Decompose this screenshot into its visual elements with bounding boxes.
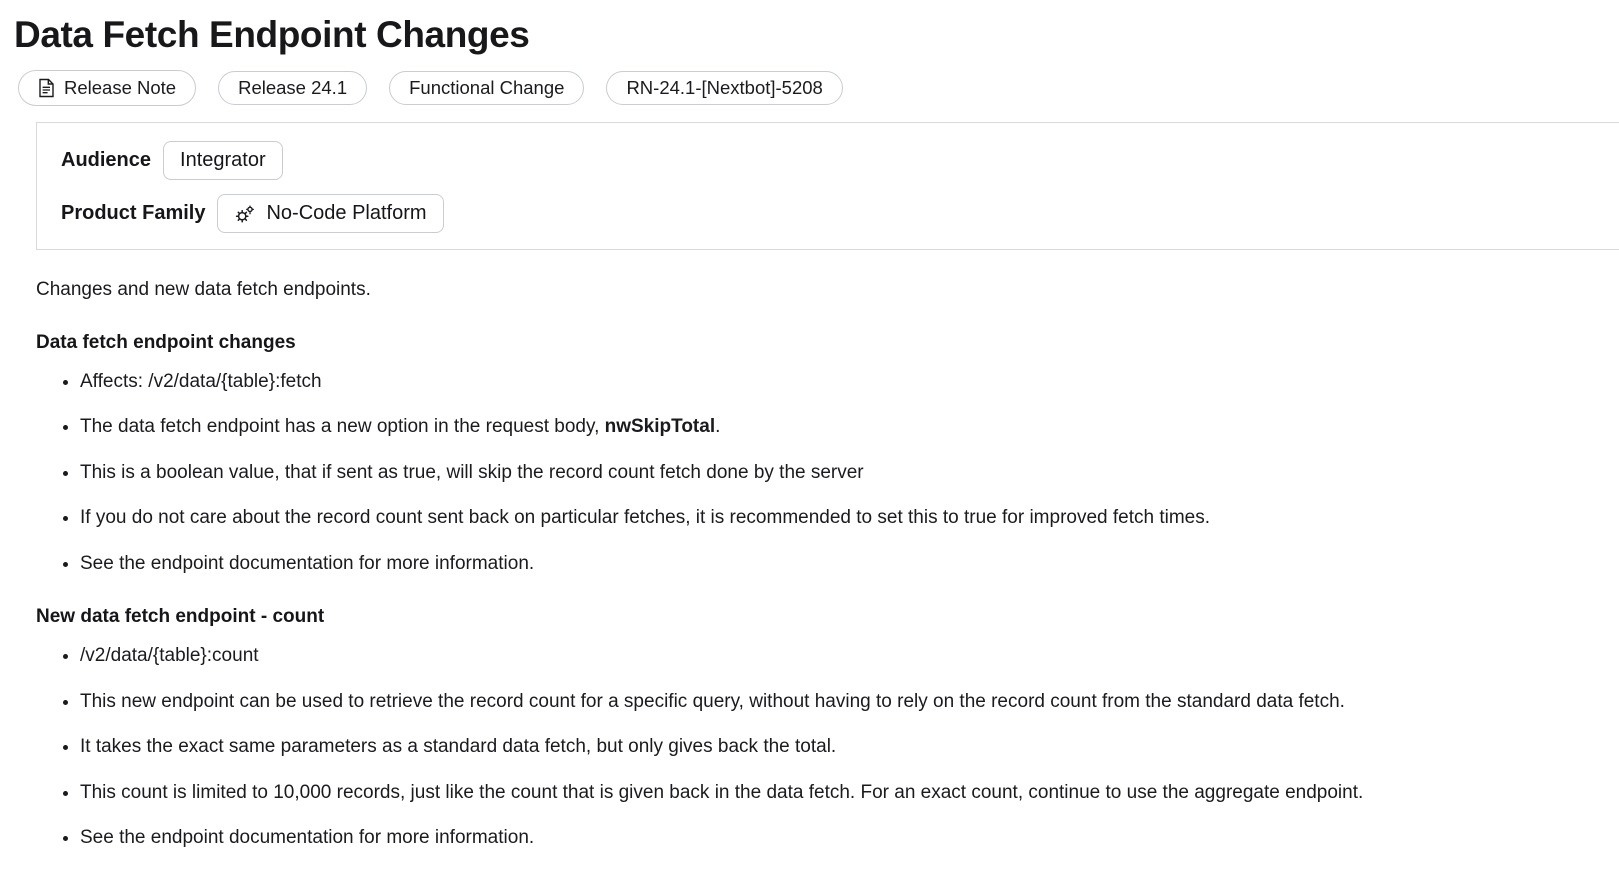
product-family-value-chip[interactable] [217, 194, 443, 233]
tag-release-version[interactable] [218, 71, 367, 106]
metadata-row-audience [37, 141, 1619, 180]
list-item [80, 368, 1599, 397]
metadata-panel [36, 122, 1619, 250]
list-item [80, 459, 1599, 488]
document-body [0, 276, 1619, 853]
section-list-new-endpoint [36, 642, 1599, 853]
list-item-text: This is a boolean value, that if sent as true, will skip the record count fetch done by the server [80, 461, 864, 483]
tag-label: Release 24.1 [238, 76, 348, 98]
section-heading-changes: Data fetch endpoint changes [36, 331, 296, 353]
tag-reference-id[interactable] [606, 71, 842, 106]
list-item [80, 688, 1599, 717]
section-heading-new-endpoint: New data fetch endpoint - count [36, 606, 325, 628]
list-item-emphasis: nwSkipTotal [604, 416, 716, 438]
list-item-text: The data fetch endpoint has a new option in the request body, [80, 416, 605, 438]
gear-icon [234, 204, 256, 224]
list-item-text: This new endpoint can be used to retrieve the record count for a specific query, without having to rely on the record count from the standard data fetch. [80, 690, 1345, 712]
tag-label: Functional Change [409, 76, 565, 98]
list-item [80, 779, 1599, 808]
tag-change-type[interactable] [389, 71, 584, 106]
audience-value: Integrator [180, 149, 266, 171]
product-family-label: Product Family [61, 202, 206, 224]
list-item-text: Affects: /v2/data/{table}:fetch [80, 370, 322, 392]
list-item [80, 550, 1599, 579]
list-item [80, 413, 1599, 442]
list-item [80, 824, 1599, 853]
list-item [80, 642, 1599, 671]
list-item-text: See the endpoint documentation for more information. [80, 552, 535, 574]
tag-label: Release Note [64, 76, 177, 98]
section-list-changes [36, 368, 1599, 579]
list-item-text: See the endpoint documentation for more information. [80, 827, 535, 849]
tag-label: RN-24.1-[Nextbot]-5208 [626, 76, 823, 98]
list-item-text: It takes the exact same parameters as a standard data fetch, but only gives back the total. [80, 736, 837, 758]
list-item [80, 504, 1599, 533]
list-item-text-suffix: . [715, 416, 721, 438]
list-item-text: This count is limited to 10,000 records, just like the count that is given back in the data fetch. For an exact count, continue to use the aggregate endpoint. [80, 781, 1364, 803]
list-item-text: If you do not care about the record count sent back on particular fetches, it is recommended to set this to true for improved fetch times. [80, 507, 1211, 529]
list-item-text: /v2/data/{table}:count [80, 645, 259, 667]
list-item [80, 733, 1599, 762]
tag-release-note[interactable] [18, 70, 196, 106]
audience-label: Audience [61, 149, 152, 171]
document-icon [38, 78, 55, 98]
tag-row [18, 70, 1619, 106]
intro-paragraph: Changes and new data fetch endpoints. [36, 279, 371, 300]
product-family-value: No-Code Platform [266, 202, 427, 224]
audience-value-chip[interactable] [163, 141, 283, 180]
page-title: Data Fetch Endpoint Changes [14, 14, 530, 55]
metadata-row-product-family [37, 194, 1619, 233]
